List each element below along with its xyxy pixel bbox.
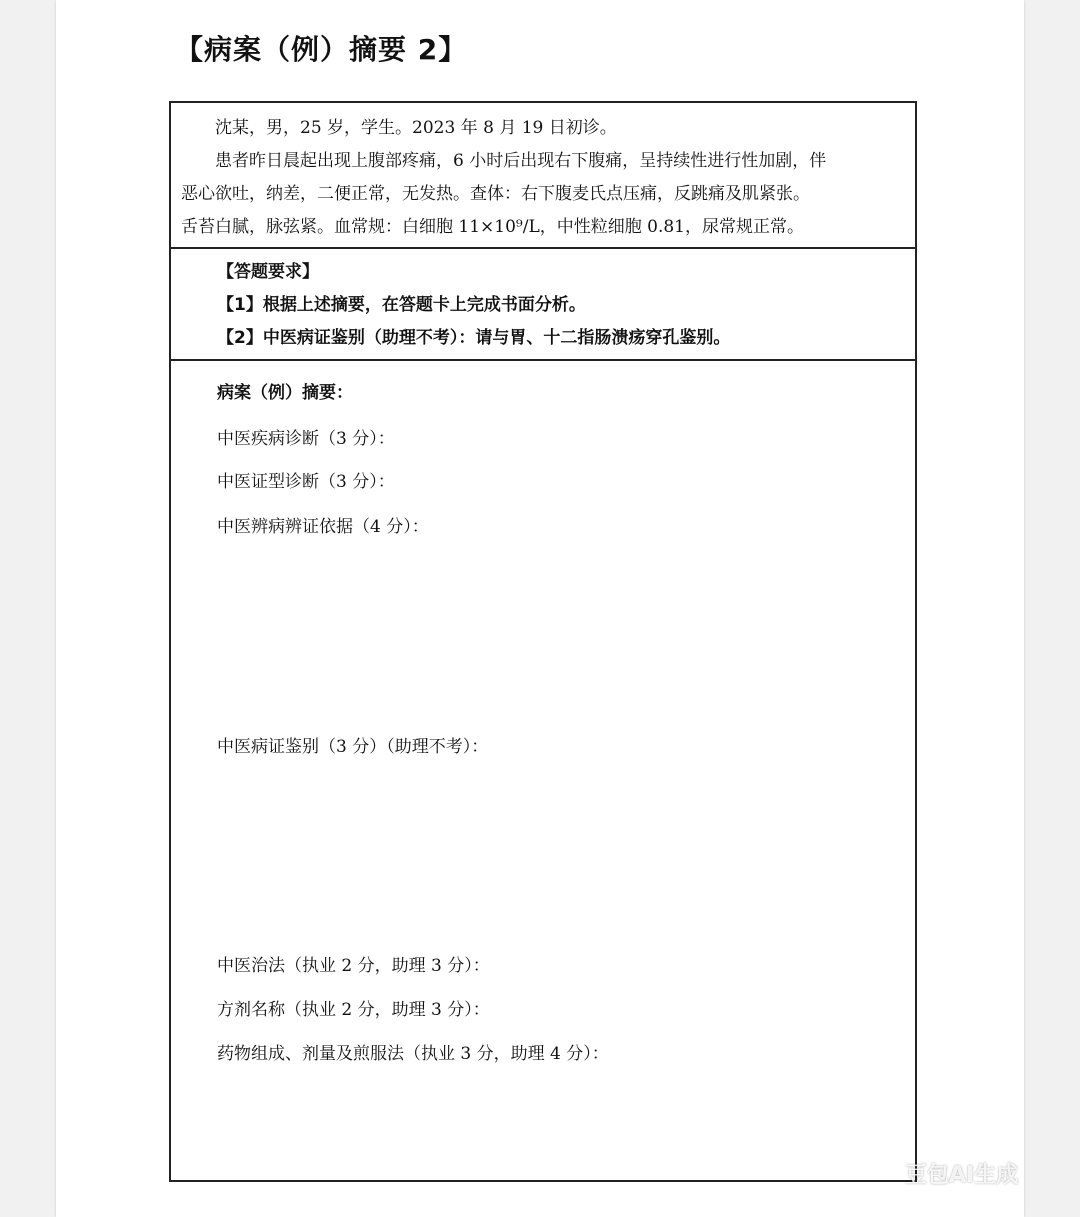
requirement-item-1: 【1】根据上述摘要，在答题卡上完成书面分析。 [217, 295, 586, 315]
case-line-3: 恶心欲吐，纳差，二便正常，无发热。查体：右下腹麦氏点压痛，反跳痛及肌紧张。 [181, 184, 810, 204]
syndrome-diagnosis-prompt: 中医证型诊断（3 分）： [217, 472, 395, 492]
page-title: 【病案（例）摘要 2】 [175, 33, 468, 66]
answer-section [171, 361, 915, 1180]
requirement-item-2: 【2】中医病证鉴别（助理不考）：请与胃、十二指肠溃疡穿孔鉴别。 [217, 328, 731, 348]
treatment-prompt: 中医治法（执业 2 分，助理 3 分）： [217, 956, 490, 976]
case-line-1: 沈某，男，25 岁，学生。2023 年 8 月 19 日初诊。 [215, 118, 617, 138]
composition-prompt: 药物组成、剂量及煎服法（执业 3 分，助理 4 分）： [217, 1044, 609, 1064]
answer-heading: 病案（例）摘要： [217, 383, 353, 403]
differential-prompt: 中医病证鉴别（3 分）（助理不考）： [217, 737, 489, 757]
case-line-4: 舌苔白腻，脉弦紧。血常规：白细胞 11×10⁹/L，中性粒细胞 0.81，尿常规正常。 [181, 217, 804, 237]
formula-prompt: 方剂名称（执业 2 分，助理 3 分）： [217, 1000, 490, 1020]
diagnosis-basis-prompt: 中医辨病辨证依据（4 分）： [217, 517, 429, 537]
case-line-2: 患者昨日晨起出现上腹部疼痛，6 小时后出现右下腹痛，呈持续性进行性加剧，伴 [215, 151, 827, 171]
case-frame [169, 101, 917, 1182]
case-summary-section [171, 103, 915, 249]
requirements-heading: 【答题要求】 [217, 262, 319, 282]
watermark: 豆包AI生成 [905, 1163, 1019, 1188]
requirements-section [171, 249, 915, 361]
disease-diagnosis-prompt: 中医疾病诊断（3 分）： [217, 429, 395, 449]
